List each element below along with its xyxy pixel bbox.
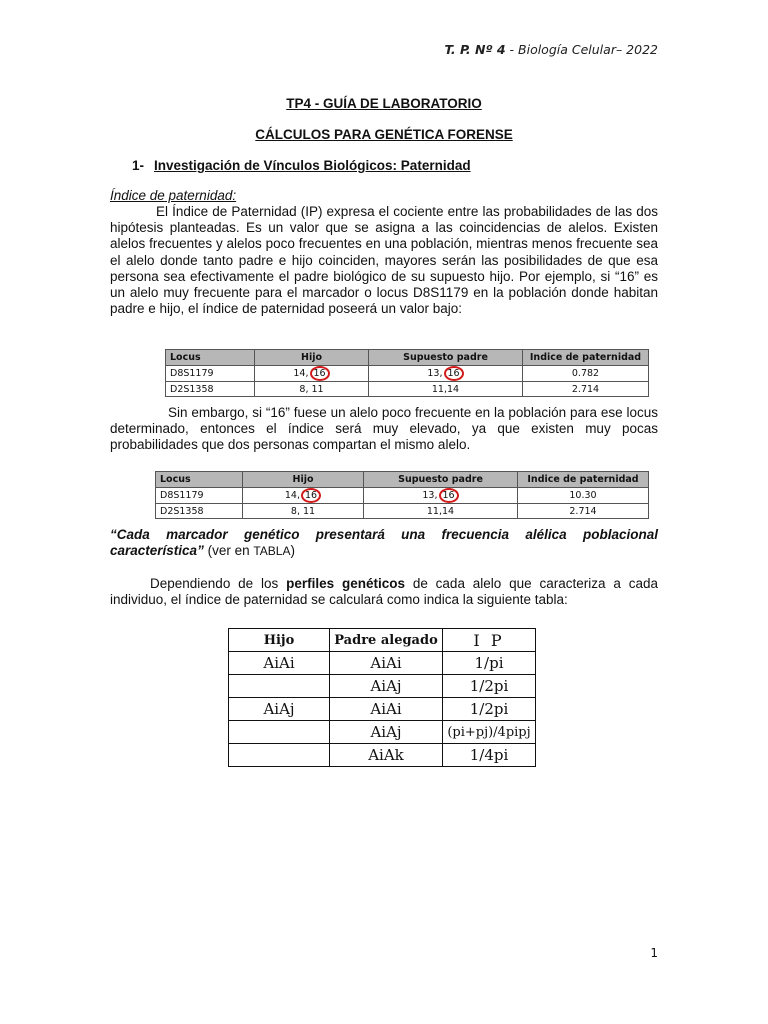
table-header-row: [156, 472, 649, 488]
quote-text: “Cada marcador genético presentará una frecuencia alélica poblacional característica”: [110, 527, 658, 559]
formula-row: [229, 652, 536, 675]
table-row: [156, 504, 649, 519]
circled-allele: 16: [310, 366, 330, 381]
cell-ip: 1/2pi: [443, 675, 536, 698]
tp-label: T. P. Nº 4: [444, 42, 506, 57]
circled-allele: 16: [439, 488, 459, 503]
cell-padre: 13, 16: [369, 366, 523, 382]
col-hijo: Hijo: [229, 629, 330, 652]
table-header-row: [166, 350, 649, 366]
paternity-table-1: [165, 349, 649, 397]
circled-allele: 16: [301, 488, 321, 503]
cell-hijo: 14, 16: [243, 488, 364, 504]
cell-locus: D2S1358: [156, 504, 243, 519]
cell-ip: 2.714: [523, 382, 649, 397]
cell-padre: AiAj: [330, 675, 443, 698]
cell-hijo: 8, 11: [255, 382, 369, 397]
table-row: [166, 382, 649, 397]
cell-ip: 1/4pi: [443, 744, 536, 767]
cell-padre: AiAj: [330, 721, 443, 744]
cell-padre: AiAi: [330, 698, 443, 721]
col-padre: Supuesto padre: [364, 472, 518, 488]
course-label: - Biología Celular– 2022: [509, 42, 658, 57]
paragraph-2: Sin embargo, si “16” fuese un alelo poco frecuente en la población para ese locus determinado, entonces el índice será muy elevado, ya que existen muy pocas probabilidades que dos personas compartan el mismo alelo.: [110, 405, 658, 453]
cell-ip: 10.30: [518, 488, 649, 504]
quote-paragraph: [110, 527, 658, 559]
cell-ip: 1/pi: [443, 652, 536, 675]
cell-hijo: [229, 675, 330, 698]
cell-hijo: [229, 744, 330, 767]
col-padre: Supuesto padre: [369, 350, 523, 366]
col-hijo: Hijo: [255, 350, 369, 366]
cell-ip: (pi+pj)/4pipj: [443, 721, 536, 744]
quote-ref-prefix: (ver en: [203, 543, 254, 559]
table-row: [156, 488, 649, 504]
cell-hijo: 14, 16: [255, 366, 369, 382]
bold-term: perfiles genéticos: [286, 576, 405, 591]
cell-ip: 1/2pi: [443, 698, 536, 721]
cell-padre: 11,14: [364, 504, 518, 519]
doc-title: TP4 - GUÍA DE LABORATORIO: [286, 96, 482, 111]
col-ip: Indice de paternidad: [518, 472, 649, 488]
cell-locus: D2S1358: [166, 382, 255, 397]
paragraph-3: Dependiendo de los perfiles genéticos de cada alelo que caracteriza a cada individuo, el índice de paternidad se calculará como indica la siguiente tabla:: [110, 576, 658, 608]
cell-locus: D8S1179: [166, 366, 255, 382]
cell-padre: 13, 16: [364, 488, 518, 504]
cell-hijo: 8, 11: [243, 504, 364, 519]
circled-allele: 16: [444, 366, 464, 381]
formula-row: [229, 698, 536, 721]
quote-ref-table: TABLA: [253, 544, 291, 559]
col-ip: I P: [443, 629, 536, 652]
paternity-table-2: [155, 471, 649, 519]
col-padre-alegado: Padre alegado: [330, 629, 443, 652]
formula-header-row: [229, 629, 536, 652]
formula-row: [229, 675, 536, 698]
cell-ip: 0.782: [523, 366, 649, 382]
subheading-indice: Índice de paternidad:: [110, 188, 237, 203]
running-header: [444, 42, 658, 57]
section-number: 1-: [132, 158, 145, 173]
table-row: [166, 366, 649, 382]
cell-hijo: AiAi: [229, 652, 330, 675]
cell-ip: 2.714: [518, 504, 649, 519]
cell-padre: 11,14: [369, 382, 523, 397]
paragraph-1: El Índice de Paternidad (IP) expresa el cociente entre las probabilidades de las dos hipótesis planteadas. Es un valor que se asigna a las coincidencias de alelos. Existen alelos frecuentes y alelos poco frecuentes en una población, mientras menos frecuente sea el alelo donde tanto padre e hijo coinciden, mayores serán las posibilidades de que esa persona sea efectivamente el padre biológico de su supuesto hijo. Por ejemplo, si “16” es un alelo muy frecuente para el marcador o locus D8S1179 en la población donde habitan padre e hijo, el índice de paternidad poseerá un valor bajo:: [110, 204, 658, 317]
cell-padre: AiAk: [330, 744, 443, 767]
doc-subtitle: CÁLCULOS PARA GENÉTICA FORENSE: [255, 127, 513, 142]
cell-hijo: [229, 721, 330, 744]
col-ip: Indice de paternidad: [523, 350, 649, 366]
quote-ref-suffix: ): [290, 543, 295, 559]
formula-row: [229, 721, 536, 744]
col-locus: Locus: [156, 472, 243, 488]
cell-hijo: AiAj: [229, 698, 330, 721]
formula-table: [228, 628, 536, 767]
col-hijo: Hijo: [243, 472, 364, 488]
section-heading: [132, 158, 471, 173]
cell-padre: AiAi: [330, 652, 443, 675]
formula-row: [229, 744, 536, 767]
section-title: Investigación de Vínculos Biológicos: Paternidad: [154, 158, 471, 173]
page-number: 1: [650, 946, 658, 960]
col-locus: Locus: [166, 350, 255, 366]
cell-locus: D8S1179: [156, 488, 243, 504]
